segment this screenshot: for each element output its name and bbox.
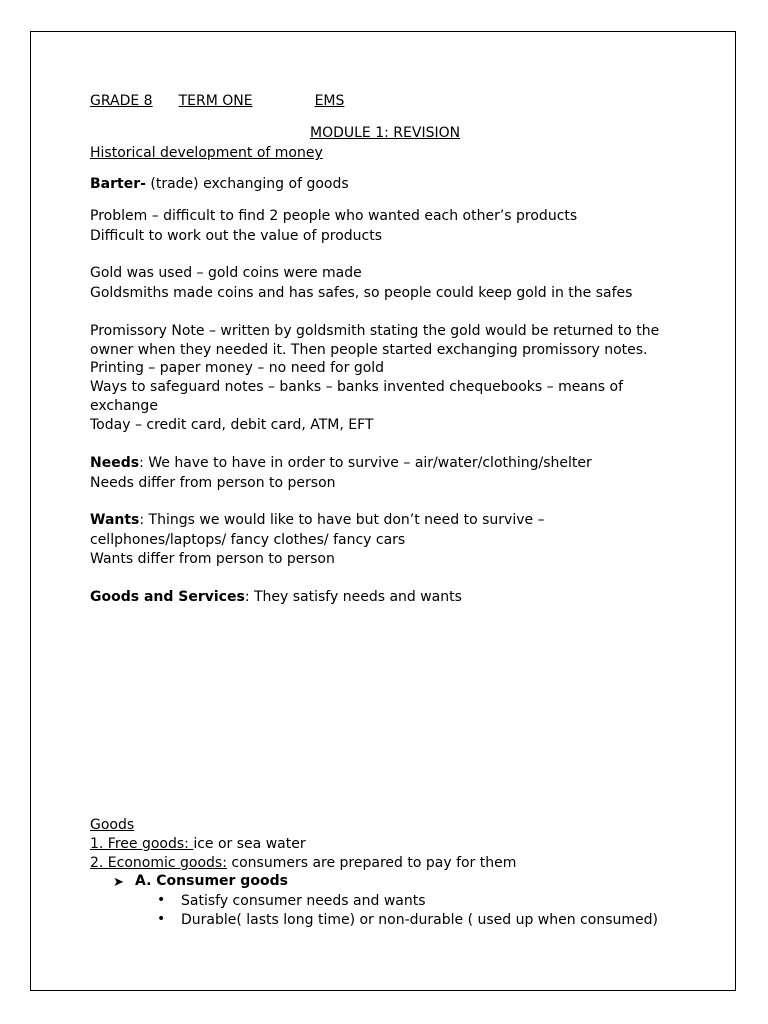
safeguard-line-2: exchange (90, 398, 158, 414)
promissory-line-1: Promissory Note – written by goldsmith stating the gold would be returned to the (90, 323, 660, 339)
free-goods-label: 1. Free goods: (90, 836, 194, 852)
subject-label: EMS (314, 93, 345, 109)
free-goods-text: ice or sea water (193, 836, 306, 852)
consumer-bullet-1: Satisfy consumer needs and wants (181, 893, 426, 909)
document-header (90, 92, 344, 111)
goods-services-definition: : They satisfy needs and wants (244, 589, 462, 605)
gold-line-2: Goldsmiths made coins and has safes, so people could keep gold in the safes (90, 285, 633, 301)
bullet-icon: • (157, 892, 166, 908)
section-title: Historical development of money (90, 145, 323, 161)
gold-line-1: Gold was used – gold coins were made (90, 265, 362, 281)
arrow-bullet-icon: ➤ (113, 875, 124, 890)
grade-label: GRADE 8 (90, 93, 153, 109)
today-line: Today – credit card, debit card, ATM, EFT (90, 417, 374, 433)
problem-line-2: Difficult to work out the value of products (90, 228, 383, 244)
wants-note: Wants differ from person to person (90, 551, 335, 567)
consumer-goods-heading: A. Consumer goods (135, 873, 288, 889)
barter-paragraph (90, 175, 349, 194)
free-goods-line (90, 835, 306, 854)
goods-services-paragraph (90, 588, 462, 607)
economic-goods-line (90, 854, 516, 873)
printing-line: Printing – paper money – no need for gold (90, 360, 385, 376)
economic-goods-label: 2. Economic goods: (90, 855, 227, 871)
needs-term: Needs (90, 455, 140, 471)
needs-paragraph (90, 454, 592, 473)
wants-definition: : Things we would like to have but don’t need to survive – (139, 512, 545, 528)
wants-term: Wants (90, 512, 140, 528)
wants-paragraph (90, 511, 545, 530)
safeguard-line-1: Ways to safeguard notes – banks – banks invented chequebooks – means of (90, 379, 624, 395)
module-title: MODULE 1: REVISION (310, 125, 461, 141)
barter-definition: (trade) exchanging of goods (145, 176, 349, 192)
consumer-bullet-2: Durable( lasts long time) or non-durable ( used up when consumed) (181, 912, 658, 928)
problem-line-1: Problem – difficult to find 2 people who wanted each other’s products (90, 208, 578, 224)
barter-term: Barter- (90, 176, 146, 192)
needs-note: Needs differ from person to person (90, 475, 336, 491)
wants-examples: cellphones/laptops/ fancy clothes/ fancy cars (90, 532, 406, 548)
bullet-icon: • (157, 911, 166, 927)
needs-definition: : We have to have in order to survive – air/water/clothing/shelter (139, 455, 592, 471)
economic-goods-text: consumers are prepared to pay for them (226, 855, 517, 871)
goods-services-term: Goods and Services (90, 589, 245, 605)
term-label: TERM ONE (178, 93, 253, 109)
goods-heading: Goods (90, 817, 135, 833)
promissory-line-2: owner when they needed it. Then people started exchanging promissory notes. (90, 342, 648, 358)
